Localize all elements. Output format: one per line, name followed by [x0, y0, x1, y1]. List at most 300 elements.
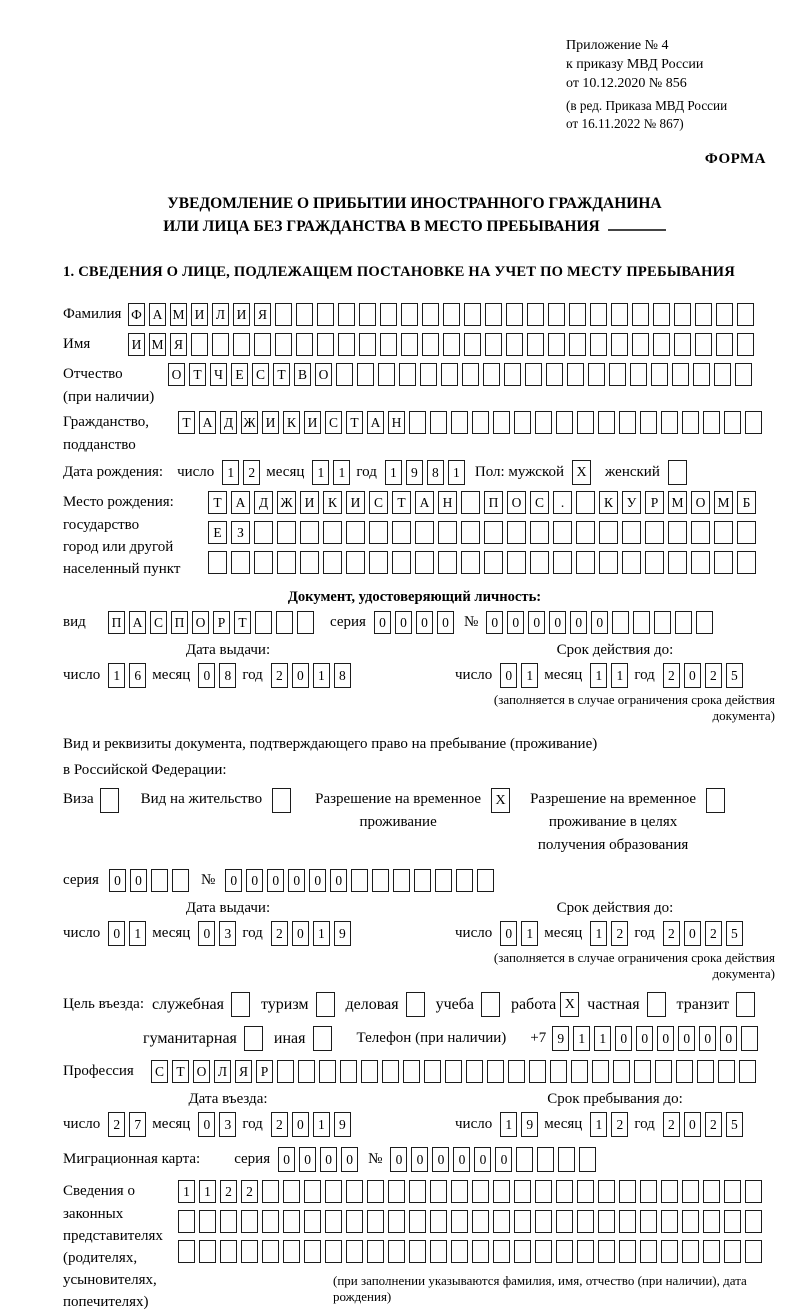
char-box[interactable]: 1: [590, 663, 607, 688]
char-box[interactable]: [451, 1210, 468, 1233]
char-box[interactable]: [716, 303, 733, 326]
char-box[interactable]: [739, 1060, 756, 1083]
char-box[interactable]: Т: [189, 363, 206, 386]
char-box[interactable]: [697, 1060, 714, 1083]
char-box[interactable]: 7: [129, 1112, 146, 1137]
char-box[interactable]: [645, 521, 664, 544]
char-box[interactable]: 0: [549, 611, 566, 634]
char-box[interactable]: [151, 869, 168, 892]
char-box[interactable]: [674, 333, 691, 356]
char-box[interactable]: Е: [208, 521, 227, 544]
char-box[interactable]: 0: [500, 921, 517, 946]
char-box[interactable]: 2: [663, 1112, 680, 1137]
char-box[interactable]: [611, 333, 628, 356]
char-box[interactable]: О: [192, 611, 209, 634]
char-box[interactable]: 1: [313, 921, 330, 946]
char-box[interactable]: И: [304, 411, 321, 434]
char-box[interactable]: [472, 411, 489, 434]
char-box[interactable]: [340, 1060, 357, 1083]
char-box[interactable]: 1: [108, 663, 125, 688]
char-box[interactable]: [556, 1240, 573, 1263]
char-box[interactable]: [714, 551, 733, 574]
char-box[interactable]: [508, 1060, 525, 1083]
char-box[interactable]: 0: [591, 611, 608, 634]
char-box[interactable]: 8: [427, 460, 444, 485]
char-box[interactable]: [569, 303, 586, 326]
char-box[interactable]: [277, 521, 296, 544]
char-box[interactable]: 0: [570, 611, 587, 634]
char-box[interactable]: К: [599, 491, 618, 514]
char-box[interactable]: [622, 551, 641, 574]
char-box[interactable]: [275, 333, 292, 356]
char-box[interactable]: [703, 411, 720, 434]
char-box[interactable]: [367, 1240, 384, 1263]
char-box[interactable]: 0: [507, 611, 524, 634]
char-box[interactable]: [372, 869, 389, 892]
char-box[interactable]: [438, 521, 457, 544]
char-box[interactable]: [493, 411, 510, 434]
char-box[interactable]: Р: [213, 611, 230, 634]
char-box[interactable]: Я: [170, 333, 187, 356]
char-box[interactable]: [613, 1060, 630, 1083]
char-box[interactable]: [424, 1060, 441, 1083]
char-box[interactable]: 0: [292, 1112, 309, 1137]
char-box[interactable]: [415, 551, 434, 574]
char-box[interactable]: 1: [312, 460, 329, 485]
char-box[interactable]: 0: [246, 869, 263, 892]
char-box[interactable]: [316, 992, 335, 1017]
char-box[interactable]: 1: [222, 460, 239, 485]
char-box[interactable]: 0: [500, 663, 517, 688]
char-box[interactable]: 0: [495, 1147, 512, 1172]
char-box[interactable]: 1: [333, 460, 350, 485]
char-box[interactable]: М: [149, 333, 166, 356]
char-box[interactable]: [409, 1180, 426, 1203]
char-box[interactable]: [409, 1240, 426, 1263]
char-box[interactable]: [619, 411, 636, 434]
char-box[interactable]: [283, 1210, 300, 1233]
char-box[interactable]: 0: [278, 1147, 295, 1172]
char-box[interactable]: [588, 363, 605, 386]
char-box[interactable]: [655, 1060, 672, 1083]
char-box[interactable]: [484, 521, 503, 544]
char-box[interactable]: С: [369, 491, 388, 514]
char-box[interactable]: [724, 1240, 741, 1263]
char-box[interactable]: [346, 1240, 363, 1263]
char-box[interactable]: Т: [346, 411, 363, 434]
char-box[interactable]: [296, 333, 313, 356]
char-box[interactable]: [535, 1210, 552, 1233]
char-box[interactable]: 0: [374, 611, 391, 634]
char-box[interactable]: 1: [521, 663, 538, 688]
char-box[interactable]: [654, 611, 671, 634]
char-box[interactable]: Я: [254, 303, 271, 326]
char-box[interactable]: 0: [309, 869, 326, 892]
char-box[interactable]: [724, 411, 741, 434]
char-box[interactable]: [714, 521, 733, 544]
char-box[interactable]: [514, 1240, 531, 1263]
char-box[interactable]: [380, 303, 397, 326]
char-box[interactable]: А: [149, 303, 166, 326]
char-box[interactable]: [472, 1180, 489, 1203]
char-box[interactable]: 1: [573, 1026, 590, 1051]
char-box[interactable]: [714, 363, 731, 386]
char-box[interactable]: 0: [292, 663, 309, 688]
char-box[interactable]: И: [128, 333, 145, 356]
char-box[interactable]: [514, 1210, 531, 1233]
char-box[interactable]: [254, 521, 273, 544]
char-box[interactable]: [336, 363, 353, 386]
char-box[interactable]: [696, 611, 713, 634]
char-box[interactable]: К: [283, 411, 300, 434]
char-box[interactable]: [514, 1180, 531, 1203]
char-box[interactable]: [640, 411, 657, 434]
char-box[interactable]: [443, 303, 460, 326]
char-box[interactable]: Л: [212, 303, 229, 326]
char-box[interactable]: [300, 551, 319, 574]
char-box[interactable]: М: [170, 303, 187, 326]
char-box[interactable]: 2: [243, 460, 260, 485]
char-box[interactable]: [577, 1240, 594, 1263]
char-box[interactable]: [393, 869, 410, 892]
char-box[interactable]: М: [668, 491, 687, 514]
char-box[interactable]: [430, 411, 447, 434]
char-box[interactable]: Т: [234, 611, 251, 634]
char-box[interactable]: [553, 521, 572, 544]
char-box[interactable]: С: [150, 611, 167, 634]
char-box[interactable]: [283, 1240, 300, 1263]
char-box[interactable]: [484, 551, 503, 574]
char-box[interactable]: [231, 551, 250, 574]
char-box[interactable]: С: [325, 411, 342, 434]
char-box[interactable]: О: [507, 491, 526, 514]
char-box[interactable]: [220, 1240, 237, 1263]
char-box[interactable]: [569, 333, 586, 356]
char-box[interactable]: [359, 333, 376, 356]
char-box[interactable]: [550, 1060, 567, 1083]
char-box[interactable]: 2: [241, 1180, 258, 1203]
char-box[interactable]: [297, 611, 314, 634]
char-box[interactable]: [640, 1210, 657, 1233]
char-box[interactable]: 9: [334, 921, 351, 946]
char-box[interactable]: 1: [590, 921, 607, 946]
char-box[interactable]: [640, 1240, 657, 1263]
char-box[interactable]: 0: [320, 1147, 337, 1172]
char-box[interactable]: [466, 1060, 483, 1083]
char-box[interactable]: 0: [486, 611, 503, 634]
char-box[interactable]: Д: [254, 491, 273, 514]
char-box[interactable]: [682, 1180, 699, 1203]
char-box[interactable]: [672, 363, 689, 386]
char-box[interactable]: [338, 303, 355, 326]
char-box[interactable]: [661, 1180, 678, 1203]
char-box[interactable]: [241, 1210, 258, 1233]
char-box[interactable]: Ч: [210, 363, 227, 386]
char-box[interactable]: [472, 1240, 489, 1263]
char-box[interactable]: [456, 869, 473, 892]
char-box[interactable]: [745, 411, 762, 434]
char-box[interactable]: [199, 1210, 216, 1233]
char-box[interactable]: А: [199, 411, 216, 434]
char-box[interactable]: Н: [438, 491, 457, 514]
char-box[interactable]: [609, 363, 626, 386]
char-box[interactable]: [212, 333, 229, 356]
char-box[interactable]: [487, 1060, 504, 1083]
char-box[interactable]: [443, 333, 460, 356]
char-box[interactable]: 0: [474, 1147, 491, 1172]
char-box[interactable]: [675, 611, 692, 634]
char-box[interactable]: [553, 551, 572, 574]
char-box[interactable]: М: [714, 491, 733, 514]
char-box[interactable]: 1: [129, 921, 146, 946]
char-box[interactable]: И: [191, 303, 208, 326]
char-box[interactable]: [477, 869, 494, 892]
char-box[interactable]: [430, 1180, 447, 1203]
char-box[interactable]: [507, 521, 526, 544]
char-box[interactable]: [254, 333, 271, 356]
char-box[interactable]: [451, 1180, 468, 1203]
char-box[interactable]: [718, 1060, 735, 1083]
char-box[interactable]: [392, 521, 411, 544]
char-box[interactable]: [527, 333, 544, 356]
char-box[interactable]: [653, 303, 670, 326]
char-box[interactable]: Е: [231, 363, 248, 386]
char-box[interactable]: [298, 1060, 315, 1083]
char-box[interactable]: И: [233, 303, 250, 326]
char-box[interactable]: [438, 551, 457, 574]
char-box[interactable]: [461, 551, 480, 574]
char-box[interactable]: [668, 521, 687, 544]
char-box[interactable]: [485, 303, 502, 326]
char-box[interactable]: Т: [178, 411, 195, 434]
char-box[interactable]: [493, 1240, 510, 1263]
char-box[interactable]: [682, 1240, 699, 1263]
char-box[interactable]: [676, 1060, 693, 1083]
char-box[interactable]: [255, 611, 272, 634]
char-box[interactable]: [325, 1210, 342, 1233]
char-box[interactable]: [567, 363, 584, 386]
char-box[interactable]: [577, 411, 594, 434]
char-box[interactable]: [695, 333, 712, 356]
char-box[interactable]: 2: [663, 663, 680, 688]
char-box[interactable]: [661, 1210, 678, 1233]
char-box[interactable]: [378, 363, 395, 386]
char-box[interactable]: [325, 1180, 342, 1203]
char-box[interactable]: [388, 1180, 405, 1203]
char-box[interactable]: [403, 1060, 420, 1083]
char-box[interactable]: 0: [411, 1147, 428, 1172]
char-box[interactable]: [634, 1060, 651, 1083]
char-box[interactable]: [233, 333, 250, 356]
char-box[interactable]: [530, 551, 549, 574]
char-box[interactable]: Б: [737, 491, 756, 514]
char-box[interactable]: [254, 551, 273, 574]
char-box[interactable]: [422, 303, 439, 326]
char-box[interactable]: 3: [219, 1112, 236, 1137]
char-box[interactable]: [632, 303, 649, 326]
char-box[interactable]: 9: [552, 1026, 569, 1051]
char-box[interactable]: [422, 333, 439, 356]
char-box[interactable]: Н: [388, 411, 405, 434]
char-box[interactable]: [241, 1240, 258, 1263]
char-box[interactable]: [317, 333, 334, 356]
char-box[interactable]: [414, 869, 431, 892]
char-box[interactable]: П: [108, 611, 125, 634]
char-box[interactable]: 1: [199, 1180, 216, 1203]
char-box[interactable]: О: [691, 491, 710, 514]
char-box[interactable]: [485, 333, 502, 356]
char-box[interactable]: [703, 1180, 720, 1203]
char-box[interactable]: 0: [341, 1147, 358, 1172]
char-box[interactable]: Ж: [277, 491, 296, 514]
char-box[interactable]: [504, 363, 521, 386]
char-box[interactable]: 3: [219, 921, 236, 946]
char-box[interactable]: 9: [334, 1112, 351, 1137]
char-box[interactable]: А: [415, 491, 434, 514]
char-box[interactable]: [661, 411, 678, 434]
char-box[interactable]: 0: [615, 1026, 632, 1051]
char-box[interactable]: 0: [225, 869, 242, 892]
char-box[interactable]: [622, 521, 641, 544]
char-box[interactable]: [745, 1210, 762, 1233]
char-box[interactable]: [430, 1210, 447, 1233]
char-box[interactable]: [530, 521, 549, 544]
char-box[interactable]: [420, 363, 437, 386]
char-box[interactable]: [319, 1060, 336, 1083]
char-box[interactable]: [441, 363, 458, 386]
char-box[interactable]: [369, 521, 388, 544]
char-box[interactable]: [668, 551, 687, 574]
char-box[interactable]: [435, 869, 452, 892]
char-box[interactable]: [178, 1240, 195, 1263]
char-box[interactable]: X: [560, 992, 579, 1017]
char-box[interactable]: [633, 611, 650, 634]
char-box[interactable]: [741, 1026, 758, 1051]
char-box[interactable]: X: [572, 460, 591, 485]
char-box[interactable]: 0: [437, 611, 454, 634]
char-box[interactable]: 1: [313, 1112, 330, 1137]
char-box[interactable]: [178, 1210, 195, 1233]
char-box[interactable]: [737, 333, 754, 356]
char-box[interactable]: [493, 1210, 510, 1233]
char-box[interactable]: [590, 303, 607, 326]
char-box[interactable]: [100, 788, 119, 813]
char-box[interactable]: 0: [395, 611, 412, 634]
char-box[interactable]: С: [530, 491, 549, 514]
char-box[interactable]: [577, 1210, 594, 1233]
char-box[interactable]: [380, 333, 397, 356]
char-box[interactable]: [401, 333, 418, 356]
char-box[interactable]: 0: [267, 869, 284, 892]
char-box[interactable]: 5: [726, 663, 743, 688]
char-box[interactable]: 0: [130, 869, 147, 892]
char-box[interactable]: [548, 333, 565, 356]
char-box[interactable]: О: [168, 363, 185, 386]
char-box[interactable]: 2: [705, 921, 722, 946]
char-box[interactable]: 0: [108, 921, 125, 946]
char-box[interactable]: [535, 1240, 552, 1263]
char-box[interactable]: [461, 491, 480, 514]
char-box[interactable]: [262, 1240, 279, 1263]
char-box[interactable]: А: [129, 611, 146, 634]
char-box[interactable]: 1: [594, 1026, 611, 1051]
char-box[interactable]: [325, 1240, 342, 1263]
char-box[interactable]: [382, 1060, 399, 1083]
char-box[interactable]: [481, 992, 500, 1017]
char-box[interactable]: [401, 303, 418, 326]
char-box[interactable]: [556, 1180, 573, 1203]
char-box[interactable]: [576, 551, 595, 574]
char-box[interactable]: Я: [235, 1060, 252, 1083]
char-box[interactable]: 0: [416, 611, 433, 634]
char-box[interactable]: [590, 333, 607, 356]
char-box[interactable]: А: [231, 491, 250, 514]
char-box[interactable]: [556, 1210, 573, 1233]
char-box[interactable]: З: [231, 521, 250, 544]
char-box[interactable]: [537, 1147, 554, 1172]
char-box[interactable]: [737, 521, 756, 544]
char-box[interactable]: [535, 1180, 552, 1203]
char-box[interactable]: И: [262, 411, 279, 434]
char-box[interactable]: [409, 1210, 426, 1233]
char-box[interactable]: [272, 788, 291, 813]
char-box[interactable]: [244, 1026, 263, 1051]
char-box[interactable]: [703, 1240, 720, 1263]
char-box[interactable]: [275, 303, 292, 326]
char-box[interactable]: 9: [406, 460, 423, 485]
char-box[interactable]: [592, 1060, 609, 1083]
char-box[interactable]: 2: [108, 1112, 125, 1137]
char-box[interactable]: [724, 1180, 741, 1203]
char-box[interactable]: [527, 303, 544, 326]
char-box[interactable]: [576, 521, 595, 544]
char-box[interactable]: К: [323, 491, 342, 514]
char-box[interactable]: [598, 411, 615, 434]
char-box[interactable]: И: [346, 491, 365, 514]
char-box[interactable]: [323, 521, 342, 544]
char-box[interactable]: [556, 411, 573, 434]
char-box[interactable]: 2: [220, 1180, 237, 1203]
char-box[interactable]: [276, 611, 293, 634]
char-box[interactable]: [338, 333, 355, 356]
char-box[interactable]: [661, 1240, 678, 1263]
char-box[interactable]: О: [193, 1060, 210, 1083]
char-box[interactable]: [577, 1180, 594, 1203]
char-box[interactable]: 2: [705, 1112, 722, 1137]
char-box[interactable]: [682, 411, 699, 434]
char-box[interactable]: [579, 1147, 596, 1172]
char-box[interactable]: [445, 1060, 462, 1083]
char-box[interactable]: [493, 1180, 510, 1203]
char-box[interactable]: [691, 521, 710, 544]
char-box[interactable]: [346, 1180, 363, 1203]
char-box[interactable]: [506, 303, 523, 326]
char-box[interactable]: [703, 1210, 720, 1233]
char-box[interactable]: 0: [636, 1026, 653, 1051]
char-box[interactable]: [483, 363, 500, 386]
char-box[interactable]: С: [252, 363, 269, 386]
char-box[interactable]: [304, 1210, 321, 1233]
char-box[interactable]: 1: [448, 460, 465, 485]
char-box[interactable]: Ф: [128, 303, 145, 326]
char-box[interactable]: [612, 611, 629, 634]
char-box[interactable]: И: [300, 491, 319, 514]
char-box[interactable]: [516, 1147, 533, 1172]
char-box[interactable]: Т: [273, 363, 290, 386]
char-box[interactable]: [351, 869, 368, 892]
char-box[interactable]: [304, 1240, 321, 1263]
char-box[interactable]: Д: [220, 411, 237, 434]
